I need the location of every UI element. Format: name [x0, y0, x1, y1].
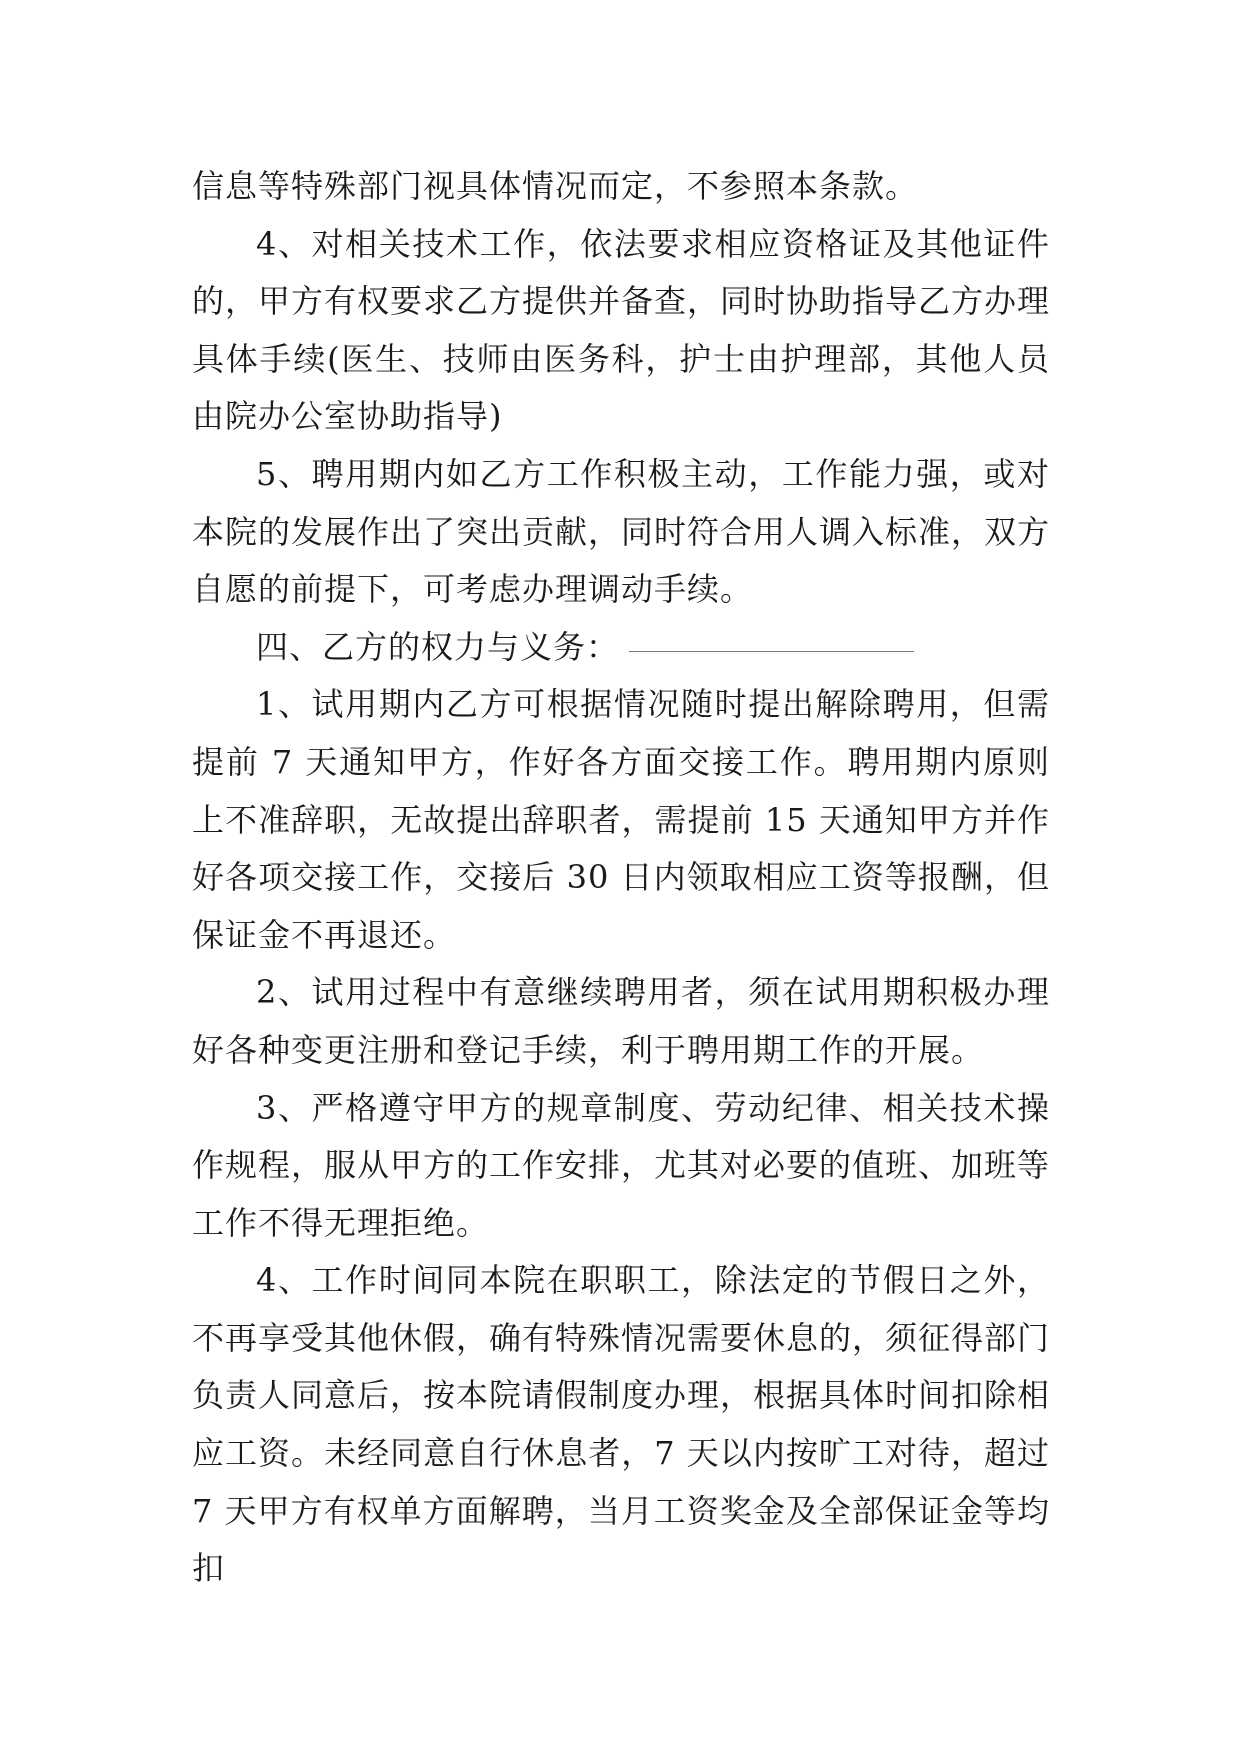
- paragraph-duty-2: 2、试用过程中有意继续聘用者，须在试用期积极办理好各种变更注册和登记手续，利于聘用期工作的开展。: [192, 973, 1050, 1069]
- fill-in-blank-line: [629, 650, 914, 652]
- paragraph-duty-1: 1、试用期内乙方可根据情况随时提出解除聘用，但需提前 7 天通知甲方，作好各方面交接工作。聘用期内原则上不准辞职，无故提出辞职者，需提前 15 天通知甲方并作好各项交接工作，交接后 30 日内领取相应工资等报酬，但保证金不再退还。: [192, 685, 1050, 954]
- paragraph-clause-5: 5、聘用期内如乙方工作积极主动，工作能力强，或对本院的发展作出了突出贡献，同时符合用人调入标准，双方自愿的前提下，可考虑办理调动手续。: [192, 454, 1051, 609]
- section-heading: [192, 619, 1050, 677]
- paragraph-clause-4: 4、对相关技术工作，依法要求相应资格证及其他证件的，甲方有权要求乙方提供并备查，同时协助指导乙方办理具体手续(医生、技师由医务科，护士由护理部，其他人员由院办公室协助指导): [192, 224, 1051, 436]
- document-body: [192, 158, 1050, 1598]
- paragraph-duty-3: 3、严格遵守甲方的规章制度、劳动纪律、相关技术操作规程，服从甲方的工作安排，尤其对必要的值班、加班等工作不得无理拒绝。: [192, 1088, 1051, 1242]
- paragraph-duty-4: 4、工作时间同本院在职职工，除法定的节假日之外，不再享受其他休假，确有特殊情况需要休息的，须征得部门负责人同意后，按本院请假制度办理，根据具体时间扣除相应工资。未经同意自行休息者，7 天以内按旷工对待，超过 7 天甲方有权单方面解聘，当月工资奖金及全部保证金等均扣: [192, 1261, 1051, 1588]
- paragraph-continuation: 信息等特殊部门视具体情况而定，不参照本条款。: [192, 167, 919, 205]
- section-heading-text: 四、乙方的权力与义务：: [256, 627, 620, 666]
